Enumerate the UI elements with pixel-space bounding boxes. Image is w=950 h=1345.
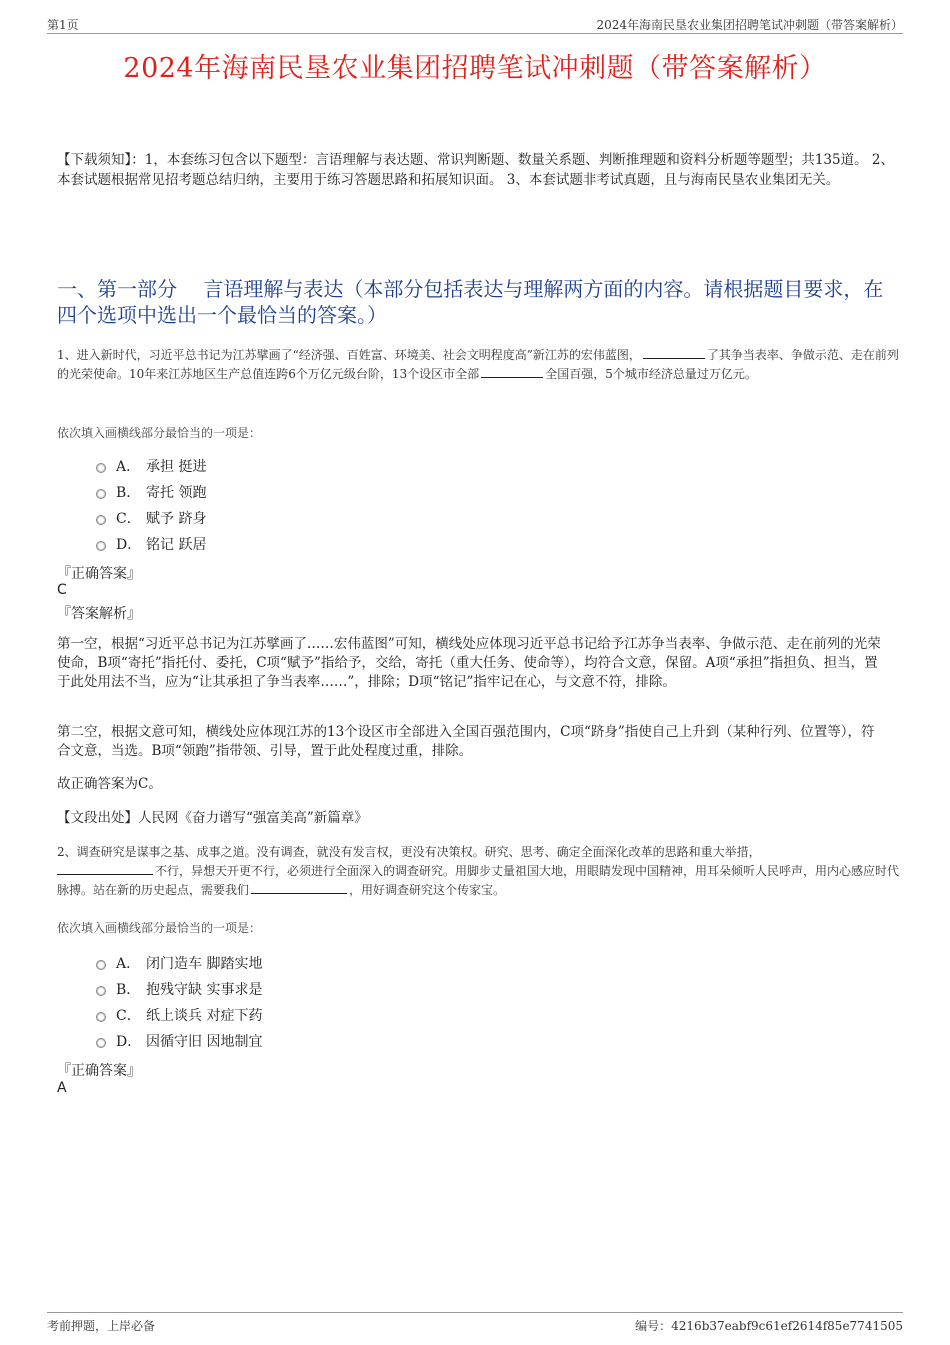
document-title: 2024年海南民垦农业集团招聘笔试冲刺题（带答案解析） (123, 53, 827, 84)
option-d[interactable]: D． 铭记 跃居 (96, 531, 206, 557)
answer-blank (57, 863, 153, 875)
correct-answer: C (57, 582, 67, 598)
option-a[interactable]: A． 闭门造车 脚踏实地 (96, 950, 262, 976)
answer-blank (481, 366, 543, 378)
footer-doc-id: 编号：4216b37eabf9c61ef2614f85e7741505 (635, 1319, 903, 1333)
question-2-prompt: 依次填入画横线部分最恰当的一项是： (57, 921, 262, 935)
option-d[interactable]: D． 因循守旧 因地制宜 (96, 1028, 262, 1054)
footer-slogan: 考前押题，上岸必备 (47, 1319, 156, 1333)
answer-blank (251, 882, 347, 894)
radio-icon[interactable] (96, 960, 106, 970)
radio-icon[interactable] (96, 463, 106, 473)
option-b[interactable]: B． 寄托 领跑 (96, 479, 206, 505)
question-2-text: 2、调查研究是谋事之基、成事之道。没有调查，就没有发言权，更没有决策权。研究、思考、确定全面深化改革的思路和重大举措， 不行，异想天开更不行，必须进行全面深入的调查研究。用脚步丈量祖国大地，用眼睛发现中国精神，用耳朵倾听人民呼声，用内心感应时代脉搏。站在新的历史起点，需要我们 ，用好调查研究这个传家宝。 (57, 845, 900, 897)
question-1-options (96, 453, 206, 557)
section-title: 一、第一部分 言语理解与表达（本部分包括表达与理解两方面的内容。请根据题目要求，在四个选项中选出一个最恰当的答案。） (57, 277, 884, 327)
page-footer (47, 1312, 903, 1335)
analysis-conclusion: 故正确答案为C。 (57, 776, 162, 792)
text-source: 【文段出处】人民网《奋力谱写“强富美高”新篇章》 (57, 810, 368, 826)
option-c[interactable]: C． 赋予 跻身 (96, 505, 206, 531)
answer-label: 『正确答案』 (57, 566, 141, 582)
question-1-prompt: 依次填入画横线部分最恰当的一项是： (57, 426, 262, 440)
radio-icon[interactable] (96, 515, 106, 525)
option-c[interactable]: C． 纸上谈兵 对症下药 (96, 1002, 262, 1028)
option-b[interactable]: B． 抱残守缺 实事求是 (96, 976, 262, 1002)
answer-blank (643, 347, 705, 359)
question-1-text: 1、进入新时代，习近平总书记为江苏擘画了“经济强、百姓富、环境美、社会文明程度高”新江苏的宏伟蓝图， 了其争当表率、争做示范、走在前列的光荣使命。10年来江苏地区生产总值连跨6个万亿元级台阶，13个设区市全部 全国百强，5个城市经济总量过万亿元。 (57, 348, 899, 381)
analysis-paragraph-1: 第一空，根据“习近平总书记为江苏擘画了……宏伟蓝图”可知，横线处应体现习近平总书记给予江苏争当表率、争做示范、走在前列的光荣使命，B项“寄托”指托付、委托，C项“赋予”指给予，交给，寄托（重大任务、使命等），均符合文意，保留。A项“承担”指担负、担当，置于此处用法不当，应为“让其承担了争当表率……”，排除；D项“铭记”指牢记在心，与文意不符，排除。 (57, 636, 881, 690)
radio-icon[interactable] (96, 1012, 106, 1022)
radio-icon[interactable] (96, 541, 106, 551)
radio-icon[interactable] (96, 489, 106, 499)
analysis-label: 『答案解析』 (57, 606, 141, 622)
answer-label: 『正确答案』 (57, 1063, 141, 1079)
analysis-paragraph-2: 第二空，根据文意可知，横线处应体现江苏的13个设区市全部进入全国百强范围内，C项“跻身”指使自己上升到（某种行列、位置等），符合文意，当选。B项“领跑”指带领、引导，置于此处程度过重，排除。 (57, 724, 875, 759)
correct-answer: A (57, 1080, 67, 1096)
header-doc-title: 2024年海南民垦农业集团招聘笔试冲刺题（带答案解析） (596, 18, 903, 32)
radio-icon[interactable] (96, 1038, 106, 1048)
page-header (47, 14, 903, 34)
download-notice: 【下载须知】：1，本套练习包含以下题型：言语理解与表达题、常识判断题、数量关系题、判断推理题和资料分析题等题型；共135道。 2、本套试题根据常见招考题总结归纳，主要用于练习答题思路和拓展知识面。 3、本套试题非考试真题，且与海南民垦农业集团无关。 (57, 152, 894, 188)
question-2-options (96, 950, 262, 1054)
option-a[interactable]: A． 承担 挺进 (96, 453, 206, 479)
radio-icon[interactable] (96, 986, 106, 996)
page-number: 第1页 (47, 18, 79, 32)
